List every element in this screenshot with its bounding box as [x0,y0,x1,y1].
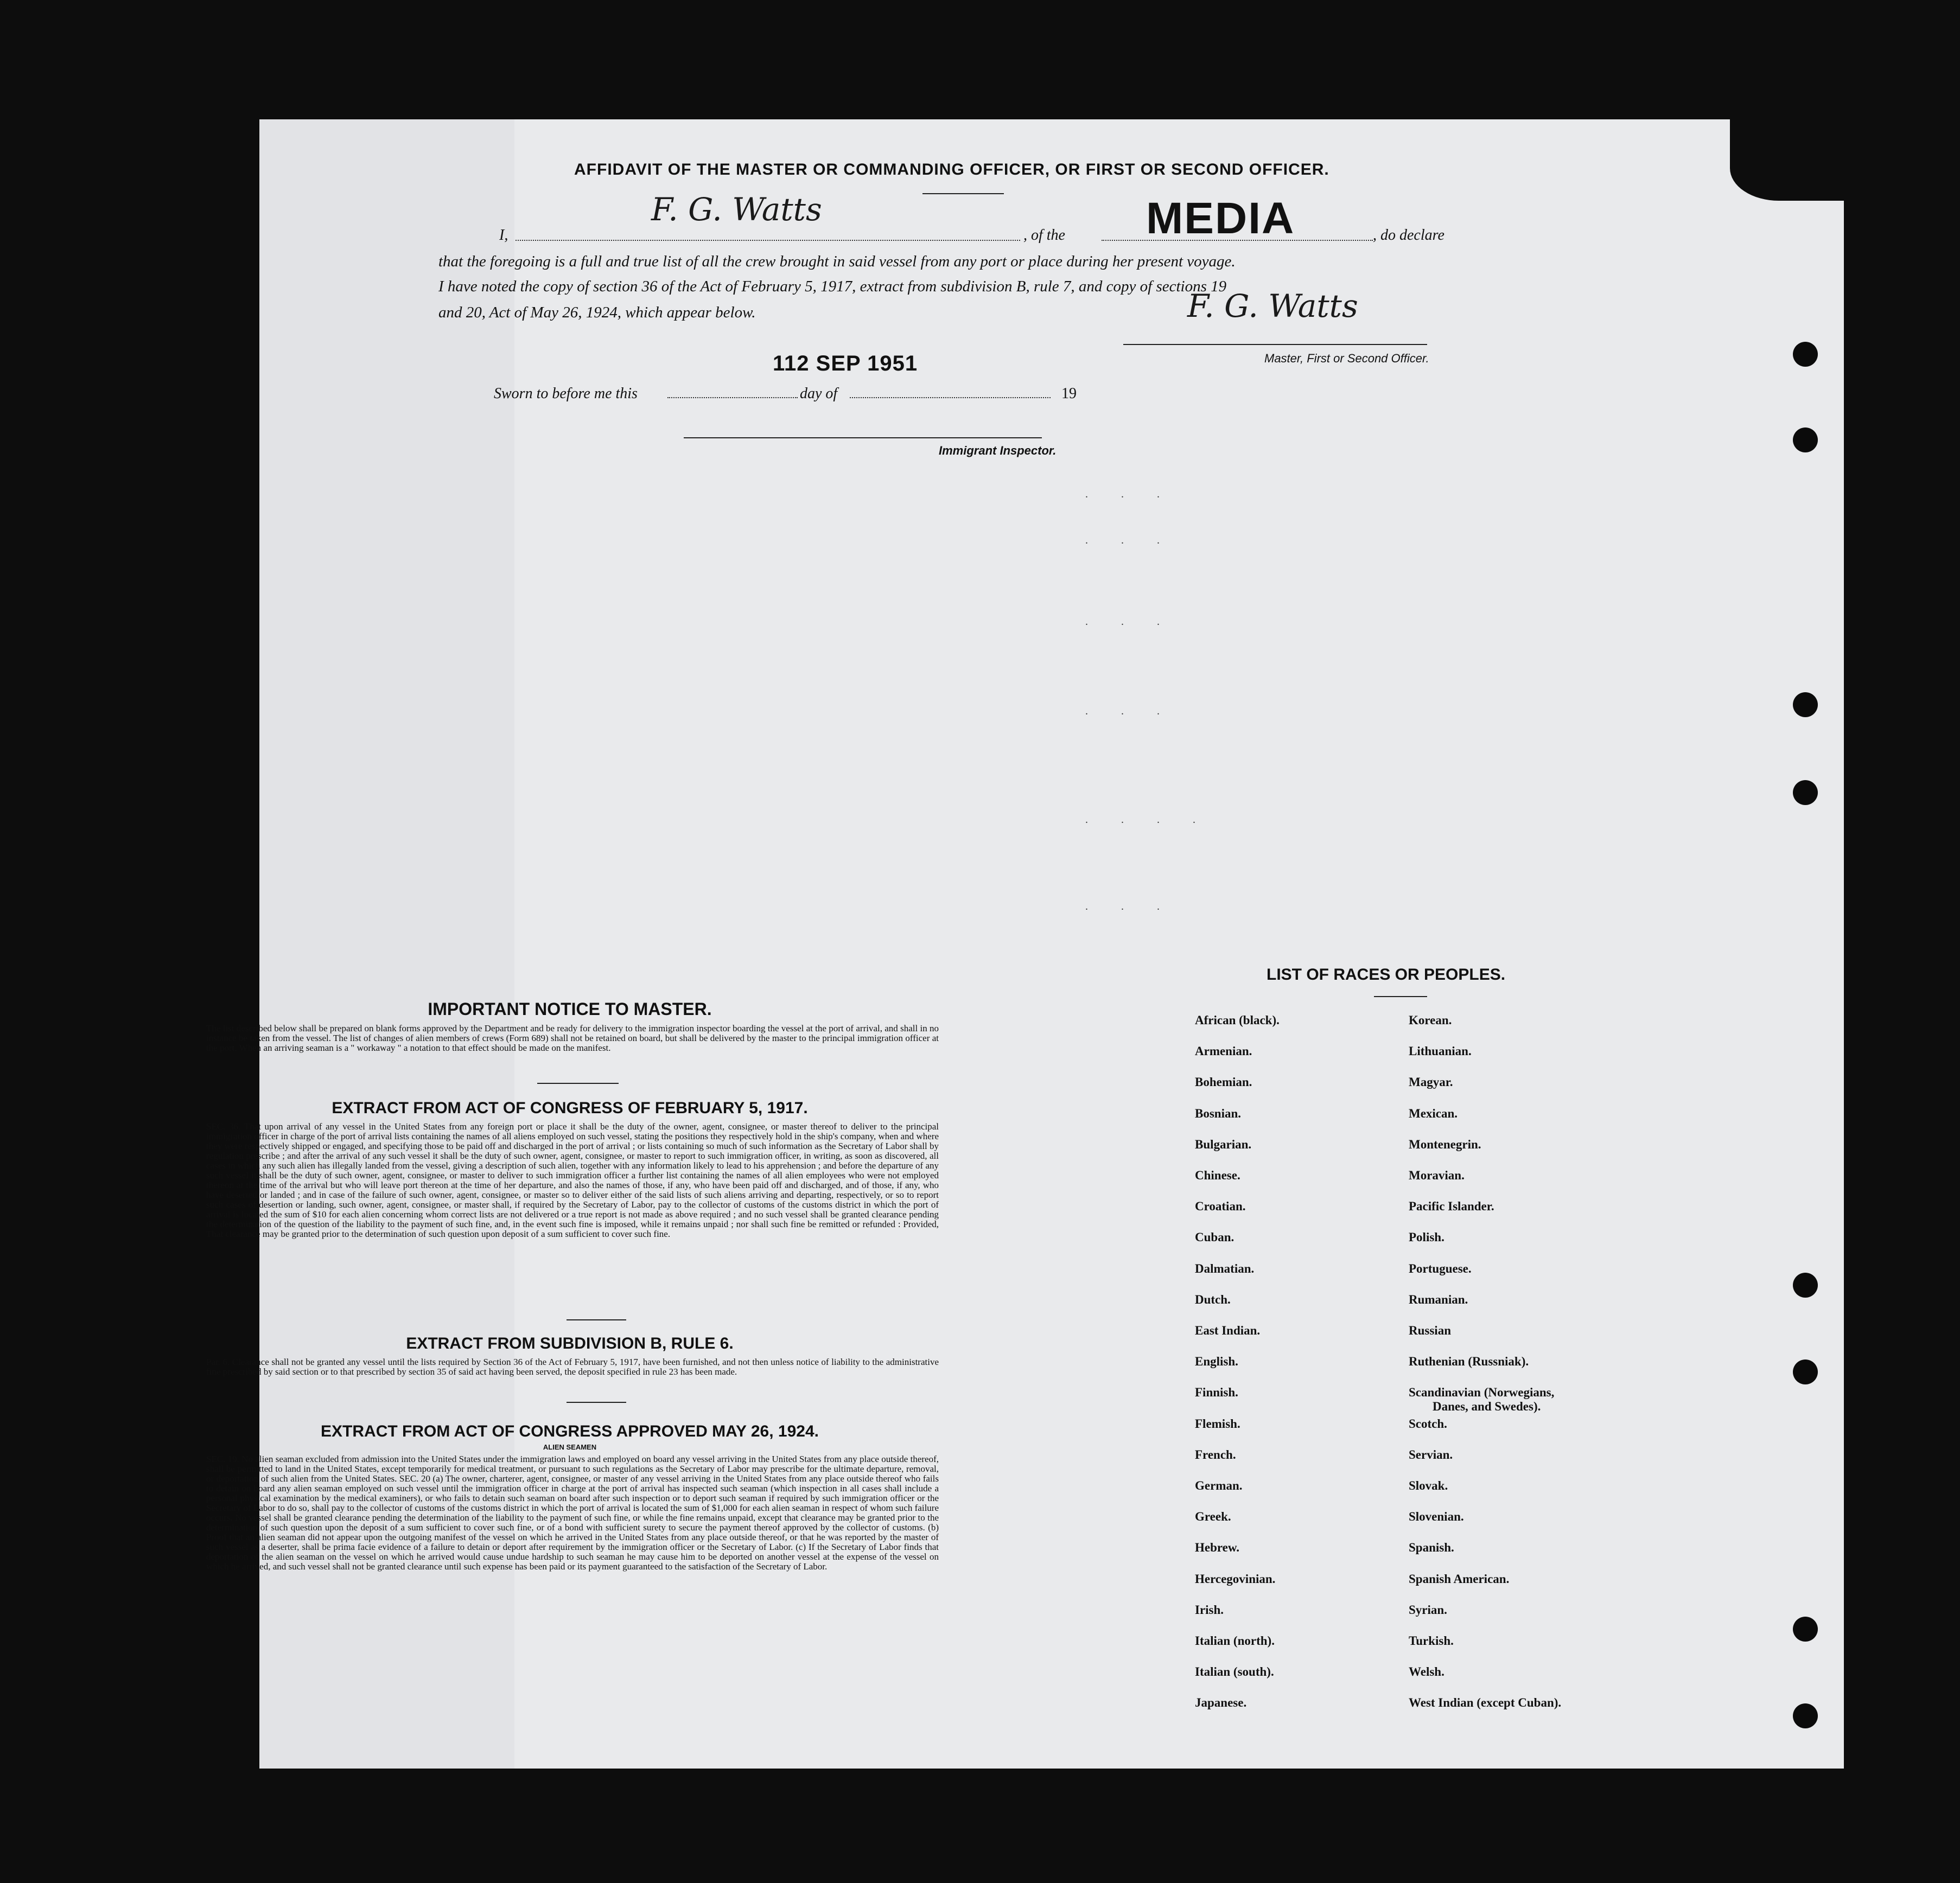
name-blank [516,229,1020,241]
race-item: Polish. [1409,1230,1444,1244]
extract-1917-text: SEC. 36. That upon arrival of any vessel in the United States from any foreign port or place it shall be the duty of the owner, agent, consignee, or master thereof to deliver to the principal immigration officer in charge of the port of arrival lists containing the names of all aliens employed on such vessel, stating the positions they respectively hold in the ship's company, when and where they were respectively shipped or engaged, and specifying those to be paid off and discharged in the port of arrival ; or lists containing so much of such information as the Secretary of Labor shall by regulation prescribe ; and after the arrival of any such vessel it shall be the duty of such owner, agent, consignee, or master to report to such immigration officer, in writing, as soon as discovered, all cases in which any such alien has illegally landed from the vessel, giving a description of such alien, together with any information likely to lead to his apprehension ; and before the departure of any such vessel it shall be the duty of such owner, agent, consignee, or master to deliver to such immigration officer a further list containing the names of all alien employees who were not employed thereon at the time of the arrival but who will leave port thereon at the time of her departure, and also the names of those, if any, who have been paid off and discharged, and of those, if any, who have deserted or landed ; and in case of the failure of such owner, agent, consignee, or master so to deliver either of the said lists of such aliens arriving and departing, respectively, or so to report such cases of desertion or landing, such owner, agent, consignee, or master shall, if required by the Secretary of Labor, pay to the collector of customs of the customs district in which the port of arrival is located the sum of $10 for each alien concerning whom correct lists are not delivered or a true report is not made as above required ; and no such vessel shall be granted clearance pending the determination of the question of the liability to the payment of such fine, and, in the event such fine is imposed, while it remains unpaid ; nor shall such fine be remitted or refunded : Provided, That clearance may be granted prior to the determination of such question upon deposit of a sum sufficient to cover such fine. [206,1121,939,1239]
race-item: Rumanian. [1409,1292,1468,1306]
race-item: Pacific Islander. [1409,1199,1494,1214]
master-caption: Master, First or Second Officer. [1264,352,1429,365]
month-blank [850,386,1051,398]
race-item: Spanish. [1409,1541,1454,1555]
date-stamp: 112 SEP 1951 [773,352,918,375]
torn-corner [1730,114,1844,201]
divider [922,193,1004,194]
race-item: Welsh. [1409,1665,1444,1679]
race-item: German. [1195,1479,1243,1492]
race-item: Montenegrin. [1409,1137,1481,1151]
race-item-continuation: Danes, and Swedes). [1433,1400,1541,1414]
race-item: West Indian (except Cuban). [1409,1696,1562,1710]
race-item: English. [1195,1355,1238,1369]
race-item: Finnish. [1195,1386,1238,1400]
race-item: Italian (south). [1195,1665,1274,1679]
divider [537,1083,619,1084]
extract-1924-title: EXTRACT FROM ACT OF CONGRESS APPROVED MAY 26, 1924. [321,1422,819,1440]
extract-1924-text: SEC. 19. No alien seaman excluded from admission into the United States under the immigration laws and employed on board any vessel arriving in the United States from any place outside thereof, shall be permitted to land in the United States, except temporarily for medical treatment, or pursuant to such regulations as the Secretary of Labor may prescribe for the ultimate departure, removal, or deportation of such alien from the United States. SEC. 20 (a) The owner, charterer, agent, consignee, or master of any vessel arriving in the United States from any place outside thereof who fails to detain on board any alien seaman employed on such vessel until the immigration officer in charge at the port of arrival has inspected such seaman (which inspection in all cases shall include a personal physical examination by the medical examiners), or who fails to detain such seaman on board after such inspection or to deport such seaman if required by such immigration officer or the Secretary of Labor to do so, shall pay to the collector of customs of the customs district in which the port of arrival is located the sum of $1,000 for each alien seaman in respect of whom such failure occurs. No vessel shall be granted clearance pending the determination of the liability to the payment of such fine, or while the fine remains unpaid, except that clearance may be granted prior to the determination of such question upon the deposit of a sum sufficient to cover such fine, or of a bond with sufficient surety to secure the payment thereof approved by the collector of customs. (b) Proof that an alien seaman did not appear upon the outgoing manifest of the vessel on which he arrived in the United States from any place outside thereof, or that he was reported by the master of such vessel as a deserter, shall be prima facie evidence of a failure to detain or deport after requirement by the immigration officer or the Secretary of Labor. (c) If the Secretary of Labor finds that deportation of the alien seaman on the vessel on which he arrived would cause undue hardship to such seaman he may cause him to be deported on another vessel at the expense of the vessel on which he arrived, and such vessel shall not be granted clearance until such expense has been paid or its payment guaranteed to the satisfaction of the Secretary of Labor. [206,1454,939,1572]
race-item: Mexican. [1409,1106,1458,1120]
notice-title: IMPORTANT NOTICE TO MASTER. [428,999,712,1019]
extract-1917-title: EXTRACT FROM ACT OF CONGRESS OF FEBRUARY 5, 1917. [332,1099,808,1117]
race-item: Slovenian. [1409,1510,1464,1524]
day-of-label: day of [800,385,838,402]
race-item: Ruthenian (Russniak). [1409,1355,1529,1369]
bleed-dots: . . . [1085,534,1175,546]
inspector-caption: Immigrant Inspector. [939,444,1057,457]
race-item: Bosnian. [1195,1106,1242,1120]
race-item: Hercegovinian. [1195,1572,1276,1586]
race-item: Slovak. [1409,1479,1448,1492]
of-the-label: , of the [1023,227,1065,244]
handwritten-signature: F. G. Watts [651,191,822,228]
race-item: Spanish American. [1409,1572,1510,1586]
bleed-dots: . . . [1085,488,1175,500]
race-item: Greek. [1195,1510,1231,1524]
signature-line [1123,344,1427,345]
extract-1917-section [195,1099,944,1239]
handwritten-signature-2: F. G. Watts [1187,288,1358,324]
race-item: Armenian. [1195,1044,1252,1058]
race-item: Flemish. [1195,1416,1240,1431]
race-item: Bohemian. [1195,1075,1252,1089]
race-item: Moravian. [1409,1169,1465,1182]
alien-seamen-subtitle: ALIEN SEAMEN [543,1443,597,1451]
bleed-dots: . . . . [1085,814,1211,826]
race-item: Italian (north). [1195,1634,1275,1648]
race-item: Scotch. [1409,1416,1447,1431]
race-item: Irish. [1195,1603,1224,1617]
race-item: Portuguese. [1409,1261,1472,1275]
race-item: Japanese. [1195,1696,1247,1710]
do-declare-label: , do declare [1373,227,1444,244]
race-item: African (black). [1195,1013,1280,1027]
race-item: Russian [1409,1324,1451,1337]
binder-hole [1793,427,1818,452]
notice-section [195,999,944,1053]
binder-hole [1793,1617,1818,1642]
race-item: Croatian. [1195,1199,1246,1214]
race-item: French. [1195,1447,1236,1461]
day-blank [667,386,798,398]
binder-hole [1793,1359,1818,1384]
vessel-name-stamp: MEDIA [1146,194,1295,243]
i-label: I, [499,227,508,244]
race-item: Dutch. [1195,1292,1231,1306]
binder-hole [1793,1703,1818,1728]
bleed-dots: . . . [1085,616,1175,628]
binder-hole [1793,342,1818,367]
inspector-signature-line [684,437,1042,438]
year-prefix: 19 [1061,385,1077,402]
race-item: Lithuanian. [1409,1044,1472,1058]
race-item: Bulgarian. [1195,1137,1252,1151]
race-item: Syrian. [1409,1603,1447,1617]
race-item: Hebrew. [1195,1541,1239,1555]
extract-1924-section [195,1422,944,1572]
affidavit-line-4: and 20, Act of May 26, 1924, which appear below. [438,304,756,321]
subdivision-b-title: EXTRACT FROM SUBDIVISION B, RULE 6. [406,1335,734,1352]
affidavit-line-3: I have noted the copy of section 36 of the Act of February 5, 1917, extract from subdivision B, rule 7, and copy of sections 19 [438,278,1227,295]
race-item: Turkish. [1409,1634,1454,1648]
race-item: Scandinavian (Norwegians, [1409,1386,1555,1400]
divider [1374,996,1427,997]
sworn-label: Sworn to before me this [494,385,638,402]
race-item: Korean. [1409,1013,1452,1027]
races-title: LIST OF RACES OR PEOPLES. [1267,966,1506,984]
binder-hole [1793,1273,1818,1298]
race-item: Cuban. [1195,1230,1234,1244]
binder-hole [1793,692,1818,717]
race-item: Servian. [1409,1447,1453,1461]
divider [567,1319,626,1320]
affidavit-title: AFFIDAVIT OF THE MASTER OR COMMANDING OFFICER, OR FIRST OR SECOND OFFICER. [574,161,1329,178]
race-item: Chinese. [1195,1169,1240,1182]
race-item: Magyar. [1409,1075,1453,1089]
notice-text: The list described below shall be prepared on blank forms approved by the Department and be ready for delivery to the immigration inspector boarding the vessel at the port of arrival, and shall in no instance be taken from the vessel. The list of changes of alien members of crews (Form 689) shall not be retained on board, but shall be delivered by the master to the principal immigration officer at the port. When an arriving seaman is a " workaway " a notation to that effect should be made on the manifest. [206,1023,939,1053]
bleed-dots: . . . [1085,705,1175,717]
binder-hole [1793,780,1818,805]
race-item: Dalmatian. [1195,1261,1255,1275]
subdivision-b-text: Par. 6. Clearance shall not be granted any vessel until the lists required by Section 36 of the Act of February 5, 1917, have been furnished, and not then unless notice of liability to the administrative fine prescribed by said section or to that prescribed by section 35 of said act having been served, the deposit specified in rule 23 has been made. [206,1357,939,1377]
race-item: East Indian. [1195,1324,1261,1337]
subdivision-b-section [195,1335,944,1377]
bleed-dots: . . . [1085,901,1175,912]
divider [567,1402,626,1403]
affidavit-line-2: that the foregoing is a full and true list of all the crew brought in said vessel from any port or place during her present voyage. [438,253,1236,270]
